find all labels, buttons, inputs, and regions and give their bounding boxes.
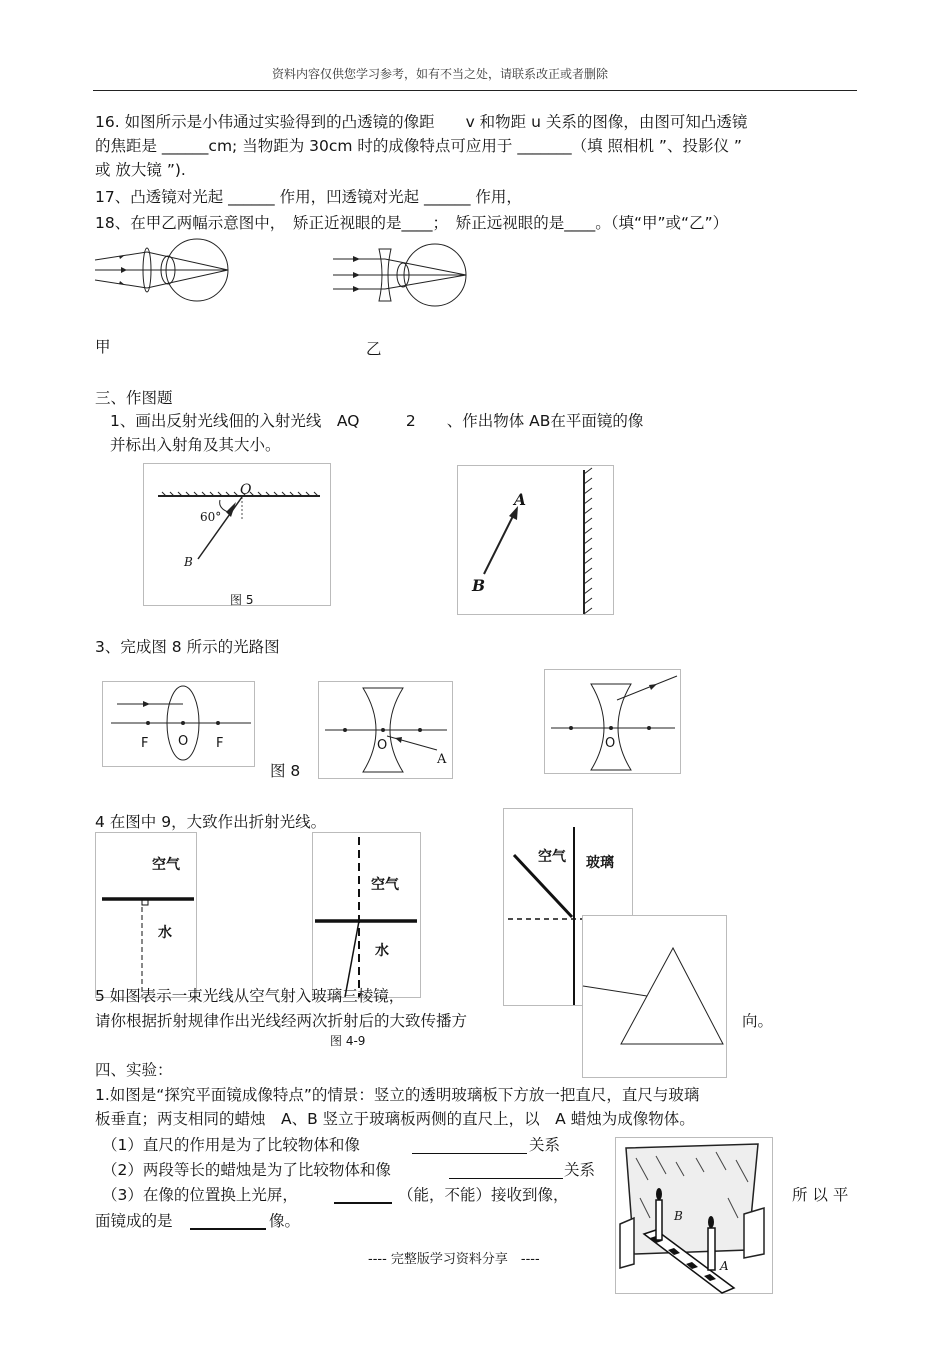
fig9-panel-2 [312,832,421,998]
section3-title: 三、作图题 [95,389,173,407]
s4-item3-tail: 所 以 平 [792,1186,849,1204]
fig8-caption: 图 8 [270,762,301,780]
fig8-concave-b [544,669,681,774]
s3-q5-line1: 5 如图表示一束光线从空气射入玻璃三棱镜， [95,987,405,1005]
fig8-concave-a-drawing [319,682,452,778]
prism-figure [582,915,727,1078]
fig8-concave-b-drawing [545,670,680,773]
fig9-air-3: 空气 [538,849,566,865]
experiment-figure [615,1137,773,1294]
fig5-caption: 图 5 [230,593,254,607]
fig9-air-2: 空气 [371,877,399,893]
s4-item1: （1）直尺的作用是为了比较物体和像 [102,1136,360,1154]
fig9-water-2: 水 [375,943,389,959]
fig8-f-left: F [141,736,149,751]
q16-line1: 16. 如图所示是小伟通过实验得到的凸透镜的像距 v 和物距 u 关系的图像，由图可知凸透镜 [95,113,748,131]
q16-line2: 的焦距是 ______cm; 当物距为 30cm 时的成像特点可应用于 _______（填 照相机 ”、投影仪 ” [95,137,742,155]
s3-q1-line2: 并标出入射角及其大小。 [110,436,281,454]
s4-intro1: 1.如图是“探究平面镜成像特点”的情景：竖立的透明玻璃板下方放一把直尺，直尺与玻璃 [95,1086,700,1104]
s3-q5-tail: 向。 [742,1012,774,1030]
s3-q1-line1: 1、画出反射光线佃的入射光线 AQ 2 、作出物体 AB在平面镜的像 [110,412,644,430]
fig8-o-convex: O [178,734,189,749]
s4-item2-blank [449,1178,563,1179]
s4-item2: （2）两段等长的蜡烛是为了比较物体和像 [102,1161,391,1179]
s4-item2-tail: 关系 [564,1161,596,1179]
fig9-panel-1-drawing [96,833,196,997]
s4-item4-tail: 像。 [269,1212,301,1230]
fig8-f-right: F [216,736,224,751]
s4-item3-mid: （能，不能）接收到像， [398,1186,569,1204]
eye-label-b: 乙 [366,340,382,358]
fig8-convex [102,681,255,767]
figure-5-drawing [144,464,330,605]
eye-diagram-b [333,245,468,310]
s4-item4-blank [190,1228,266,1230]
eye-label-a: 甲 [95,338,111,356]
fig8-convex-drawing [103,682,254,766]
s4-item3-blank [334,1202,392,1204]
s4-intro2: 板垂直；两支相同的蜡烛 A、B 竖立于玻璃板两侧的直尺上，以 A 蜡烛为成像物体。 [95,1110,695,1128]
fig5-angle-label: 60° [200,510,222,524]
page-header: 资料内容仅供您学习参考，如有不当之处，请联系改正或者删除 [272,67,609,81]
exp-b-label: B [674,1209,683,1223]
mirror-a-label: A [514,490,527,509]
s3-q3: 3、完成图 8 所示的光路图 [95,638,280,656]
header-rule [93,90,857,91]
figure-5 [143,463,331,606]
eye-diagram-a [95,238,245,303]
s4-item4: 面镜成的是 [95,1212,173,1230]
mirror-b-label: B [472,576,486,595]
section4-title: 四、实验： [95,1061,173,1079]
fig9-air-1: 空气 [152,857,180,873]
mirror-figure [457,465,614,615]
q16-line3: 或 放大镜 ”). [95,161,186,179]
fig9-panel-2-drawing [313,833,420,997]
s4-item1-tail: 关系 [529,1136,561,1154]
fig8-concave-a [318,681,453,779]
fig8-o-concave-b: O [605,736,616,751]
fig5-o-label: O [240,482,252,498]
exp-a-label: A [720,1259,729,1273]
q18-text: 18、在甲乙两幅示意图中， 矫正近视眼的是____； 矫正远视眼的是____。（填“甲”或“乙”） [95,214,729,232]
q17-text: 17、凸透镜对光起 ______ 作用，凹透镜对光起 ______ 作用， [95,188,522,206]
fig9-panel-1 [95,832,197,998]
fig4-9-caption: 图 4-9 [330,1034,366,1048]
s3-q4: 4 在图中 9，大致作出折射光线。 [95,813,327,831]
experiment-drawing [616,1138,772,1293]
s4-item1-blank [412,1153,527,1154]
fig9-water-1: 水 [158,925,172,941]
fig5-b-label: B [184,555,193,569]
page-footer: ---- 完整版学习资料分享 ---- [368,1252,540,1267]
s3-q5-line2: 请你根据折射规律作出光线经两次折射后的大致传播方 [95,1012,468,1030]
s4-item3: （3）在像的位置换上光屏， [102,1186,298,1204]
fig9-glass-3: 玻璃 [586,855,614,871]
fig8-o-concave-a: O [377,738,388,753]
fig8-a-label: A [437,752,447,767]
prism-drawing [583,916,726,1077]
